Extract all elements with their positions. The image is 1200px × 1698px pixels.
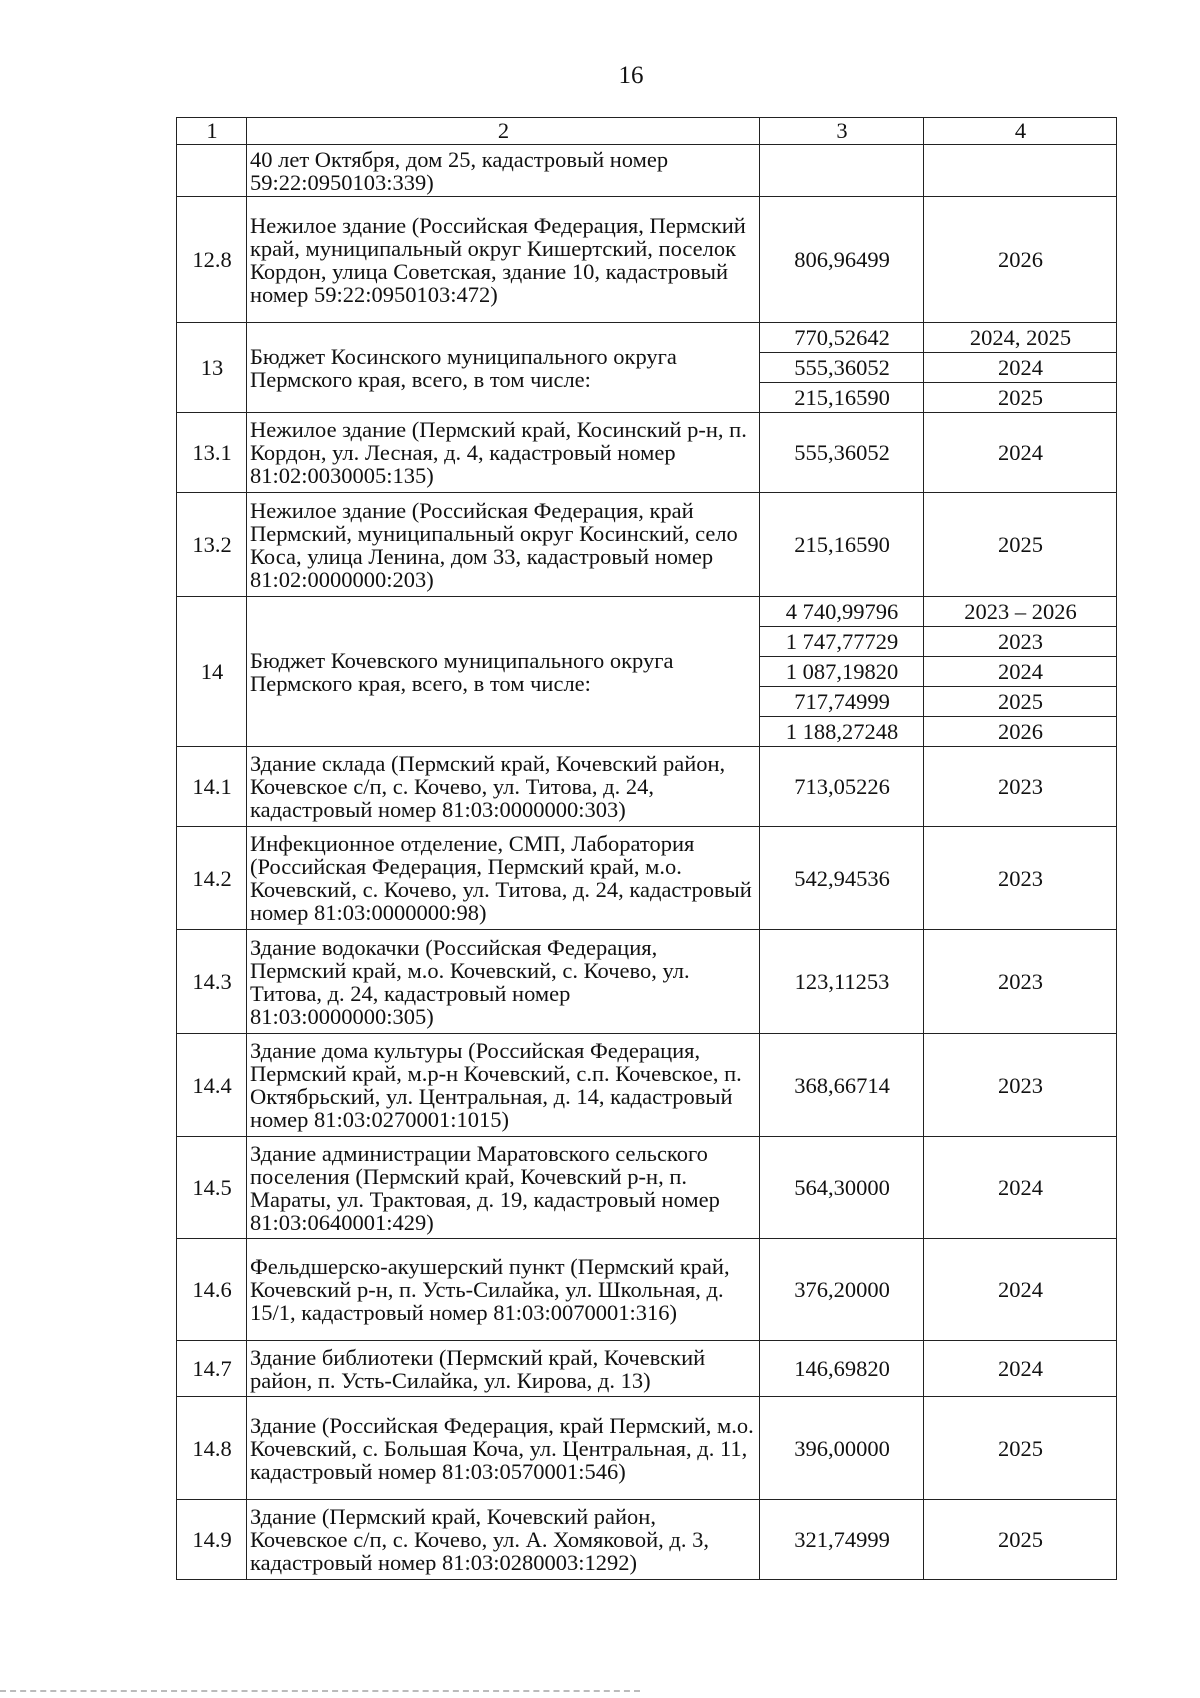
row-description: Здание (Российская Федерация, край Пермский, м.о. Кочевский, с. Большая Коча, ул. Центральная, д. 11, кадастровый номер 81:03:0570001:546) (247, 1397, 760, 1500)
row-description: Нежилое здание (Российская Федерация, край Пермский, муниципальный округ Косинский, село Коса, улица Ленина, дом 33, кадастровый номер 81:02:0000000:203) (247, 493, 760, 597)
row-number: 14.9 (177, 1500, 247, 1580)
row-sum: 555,36052 (760, 413, 924, 493)
row-description: 40 лет Октября, дом 25, кадастровый номер 59:22:0950103:339) (247, 145, 760, 197)
row-year: 2025 (924, 383, 1117, 413)
row-year (924, 145, 1117, 197)
page-number: 16 (618, 62, 644, 89)
table-row (177, 1034, 1117, 1137)
row-description: Фельдшерско-акушерский пункт (Пермский край, Кочевский р-н, п. Усть-Силайка, ул. Школьная, д. 15/1, кадастровый номер 81:03:0070001:316) (247, 1239, 760, 1341)
header-col-4: 4 (924, 118, 1117, 145)
table-row (177, 930, 1117, 1034)
row-sum: 564,30000 (760, 1137, 924, 1239)
table-header-row (177, 118, 1117, 145)
row-year: 2024 (924, 657, 1117, 687)
header-col-1: 1 (177, 118, 247, 145)
row-description: Здание склада (Пермский край, Кочевский район, Кочевское с/п, с. Кочево, ул. Титова, д. 24, кадастровый номер 81:03:0000000:303) (247, 747, 760, 827)
row-number: 14.3 (177, 930, 247, 1034)
table-row (177, 145, 1117, 197)
row-number: 14.8 (177, 1397, 247, 1500)
header-col-3: 3 (760, 118, 924, 145)
row-sum: 806,96499 (760, 197, 924, 323)
row-sum: 215,16590 (760, 383, 924, 413)
row-year: 2025 (924, 493, 1117, 597)
row-sum: 770,52642 (760, 323, 924, 353)
row-year: 2023 (924, 1034, 1117, 1137)
row-description: Нежилое здание (Российская Федерация, Пермский край, муниципальный округ Кишертский, поселок Кордон, улица Советская, здание 10, кадастровый номер 59:22:0950103:472) (247, 197, 760, 323)
row-number: 13.1 (177, 413, 247, 493)
row-sum: 555,36052 (760, 353, 924, 383)
row-sum: 4 740,99796 (760, 597, 924, 627)
row-sum: 1 747,77729 (760, 627, 924, 657)
row-year: 2024 (924, 1137, 1117, 1239)
row-sum: 123,11253 (760, 930, 924, 1034)
scan-edge-artifact (0, 1690, 640, 1692)
row-description: Здание (Пермский край, Кочевский район, Кочевское с/п, с. Кочево, ул. А. Хомяковой, д. 3, кадастровый номер 81:03:0280003:1292) (247, 1500, 760, 1580)
row-sum: 717,74999 (760, 687, 924, 717)
row-description: Здание библиотеки (Пермский край, Кочевский район, п. Усть-Силайка, ул. Кирова, д. 13) (247, 1341, 760, 1397)
row-description: Нежилое здание (Пермский край, Косинский р-н, п. Кордон, ул. Лесная, д. 4, кадастровый номер 81:02:0030005:135) (247, 413, 760, 493)
row-number: 14.7 (177, 1341, 247, 1397)
row-number: 14.6 (177, 1239, 247, 1341)
row-sum (760, 145, 924, 197)
budget-table (176, 117, 1117, 1580)
row-year: 2024 (924, 1341, 1117, 1397)
row-sum: 1 087,19820 (760, 657, 924, 687)
table-row (177, 323, 1117, 353)
row-number: 14 (177, 597, 247, 747)
row-sum: 376,20000 (760, 1239, 924, 1341)
row-sum: 146,69820 (760, 1341, 924, 1397)
header-col-2: 2 (247, 118, 760, 145)
row-sum: 396,00000 (760, 1397, 924, 1500)
row-number: 13.2 (177, 493, 247, 597)
table-row (177, 1397, 1117, 1500)
row-description: Здание водокачки (Российская Федерация, Пермский край, м.о. Кочевский, с. Кочево, ул. Титова, д. 24, кадастровый номер 81:03:0000000:305) (247, 930, 760, 1034)
row-number: 14.4 (177, 1034, 247, 1137)
table-row (177, 1137, 1117, 1239)
row-number: 14.5 (177, 1137, 247, 1239)
row-year: 2025 (924, 687, 1117, 717)
row-sum: 215,16590 (760, 493, 924, 597)
table-row (177, 827, 1117, 930)
row-year: 2023 (924, 930, 1117, 1034)
row-year: 2024 (924, 413, 1117, 493)
table-row (177, 493, 1117, 597)
row-number (177, 145, 247, 197)
row-sum: 321,74999 (760, 1500, 924, 1580)
row-year: 2024, 2025 (924, 323, 1117, 353)
row-sum: 1 188,27248 (760, 717, 924, 747)
row-year: 2025 (924, 1397, 1117, 1500)
row-year: 2025 (924, 1500, 1117, 1580)
row-year: 2023 (924, 827, 1117, 930)
table-row (177, 413, 1117, 493)
row-description: Здание администрации Маратовского сельского поселения (Пермский край, Кочевский р-н, п. Мараты, ул. Трактовая, д. 19, кадастровый номер 81:03:0640001:429) (247, 1137, 760, 1239)
row-sum: 542,94536 (760, 827, 924, 930)
table-row (177, 197, 1117, 323)
row-number: 14.1 (177, 747, 247, 827)
table-row (177, 597, 1117, 627)
row-description: Здание дома культуры (Российская Федерация, Пермский край, м.р-н Кочевский, с.п. Кочевское, п. Октябрьский, ул. Центральная, д. 14, кадастровый номер 81:03:0270001:1015) (247, 1034, 760, 1137)
table-row (177, 1239, 1117, 1341)
table-row (177, 1500, 1117, 1580)
table-row (177, 747, 1117, 827)
row-year: 2023 – 2026 (924, 597, 1117, 627)
row-description: Бюджет Косинского муниципального округа Пермского края, всего, в том числе: (247, 323, 760, 413)
row-number: 13 (177, 323, 247, 413)
row-description: Бюджет Кочевского муниципального округа Пермского края, всего, в том числе: (247, 597, 760, 747)
row-year: 2026 (924, 197, 1117, 323)
table-row (177, 1341, 1117, 1397)
row-year: 2026 (924, 717, 1117, 747)
row-year: 2023 (924, 627, 1117, 657)
row-description: Инфекционное отделение, СМП, Лаборатория (Российская Федерация, Пермский край, м.о. Кочевский, с. Кочево, ул. Титова, д. 24, кадастровый номер 81:03:0000000:98) (247, 827, 760, 930)
row-year: 2023 (924, 747, 1117, 827)
row-year: 2024 (924, 353, 1117, 383)
row-sum: 713,05226 (760, 747, 924, 827)
row-number: 14.2 (177, 827, 247, 930)
row-year: 2024 (924, 1239, 1117, 1341)
row-sum: 368,66714 (760, 1034, 924, 1137)
row-number: 12.8 (177, 197, 247, 323)
